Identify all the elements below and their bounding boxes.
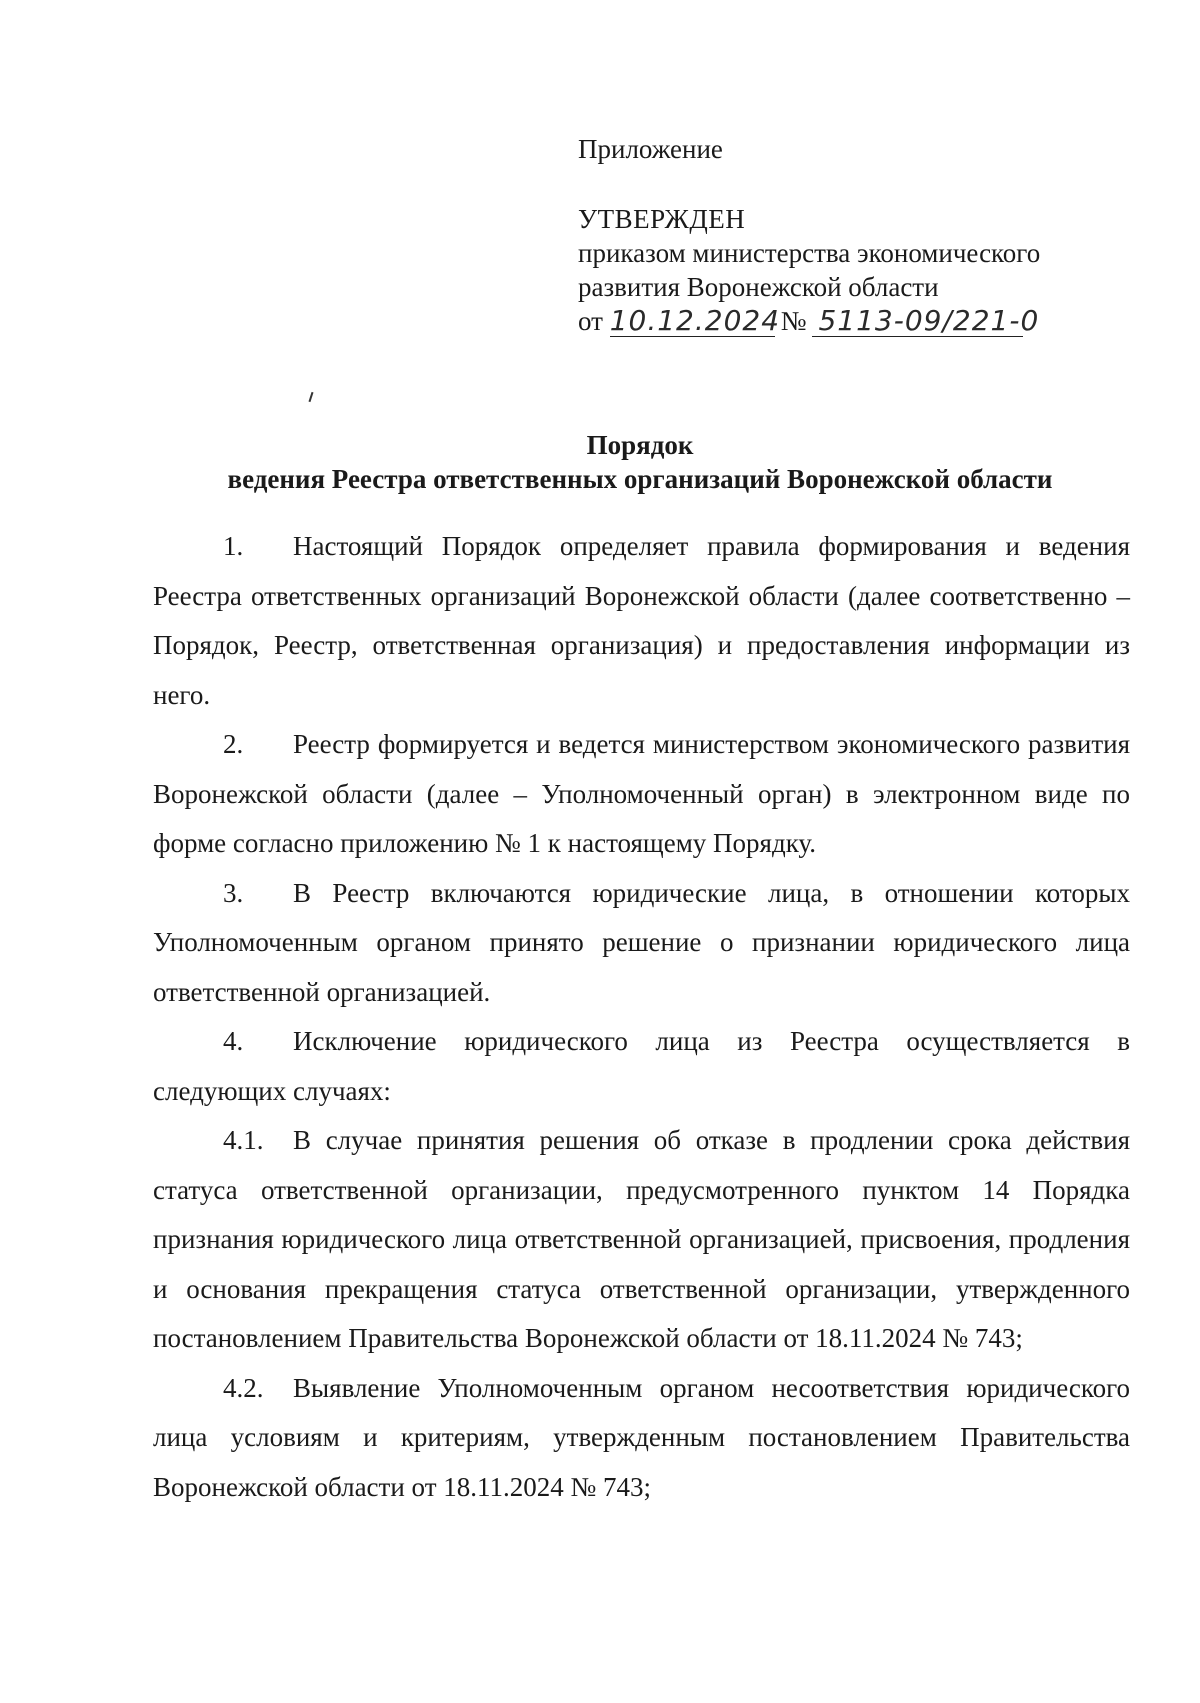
paragraph-text: Реестр формируется и ведется министерством экономического развития Воронежской области (далее – Уполномоченный орган) в электронном виде по форме согласно приложению № 1 к настоящему Порядку.: [153, 729, 1130, 858]
number-field: [812, 304, 1040, 337]
paragraph-text: В случае принятия решения об отказе в продлении срока действия статуса ответственной организации, предусмотренного пунктом 14 Порядка признания юридического лица ответственной организацией, присвоения, продления и основания прекращения статуса ответственной организации, утвержденного постановлением Правительства Воронежской области от 18.11.2024 № 743;: [153, 1125, 1130, 1353]
document-subtitle: ведения Реестра ответственных организаций Воронежской области: [227, 464, 1053, 494]
paragraph-2: [153, 720, 1130, 869]
approval-block: [578, 132, 1098, 338]
document-title: Порядок: [586, 430, 694, 460]
approval-line-1: приказом министерства экономического: [578, 238, 1041, 268]
paragraph-4: [153, 1017, 1130, 1116]
paragraph-number: 4.1.: [223, 1125, 264, 1155]
paragraph-4-2: [153, 1364, 1130, 1513]
handwritten-date: 10.12.2024: [609, 304, 781, 337]
approval-date-number-row: [578, 304, 1098, 338]
handwritten-number: 5113-09/221-0: [818, 304, 1040, 337]
paragraph-number: 4.2.: [223, 1372, 264, 1403]
number-sign: №: [780, 306, 807, 336]
paragraph-text: Выявление Уполномоченным органом несоответствия юридического лица условиям и критериям, утвержденным постановлением Правительства Воронежской области от 18.11.2024 № 743;: [153, 1372, 1130, 1502]
annex-label: Приложение: [578, 134, 723, 164]
paragraph-text: Настоящий Порядок определяет правила формирования и ведения Реестра ответственных организаций Воронежской области (далее соответственно – Порядок, Реестр, ответственная организация) и предоставления информации из него.: [153, 531, 1130, 710]
date-prefix: от: [578, 306, 603, 336]
paragraph-4-1: [153, 1116, 1130, 1364]
paragraph-text: В Реестр включаются юридические лица, в отношении которых Уполномоченным органом принято решение о признании юридического лица ответственной организацией.: [153, 877, 1130, 1007]
paragraph-1: [153, 522, 1130, 720]
paragraph-text: Исключение юридического лица из Реестра осуществляется в следующих случаях:: [153, 1026, 1130, 1106]
approval-line-2: развития Воронежской области: [578, 272, 939, 302]
paragraph-number: 4.: [223, 1026, 244, 1056]
stray-mark: [309, 392, 314, 402]
paragraph-3: [153, 869, 1130, 1018]
paragraph-number: 3.: [223, 877, 244, 908]
paragraph-number: 1.: [223, 531, 244, 561]
date-field: [609, 304, 781, 337]
approved-label: УТВЕРЖДЕН: [578, 204, 746, 234]
paragraph-number: 2.: [223, 729, 244, 759]
document-body: [153, 522, 1130, 1512]
